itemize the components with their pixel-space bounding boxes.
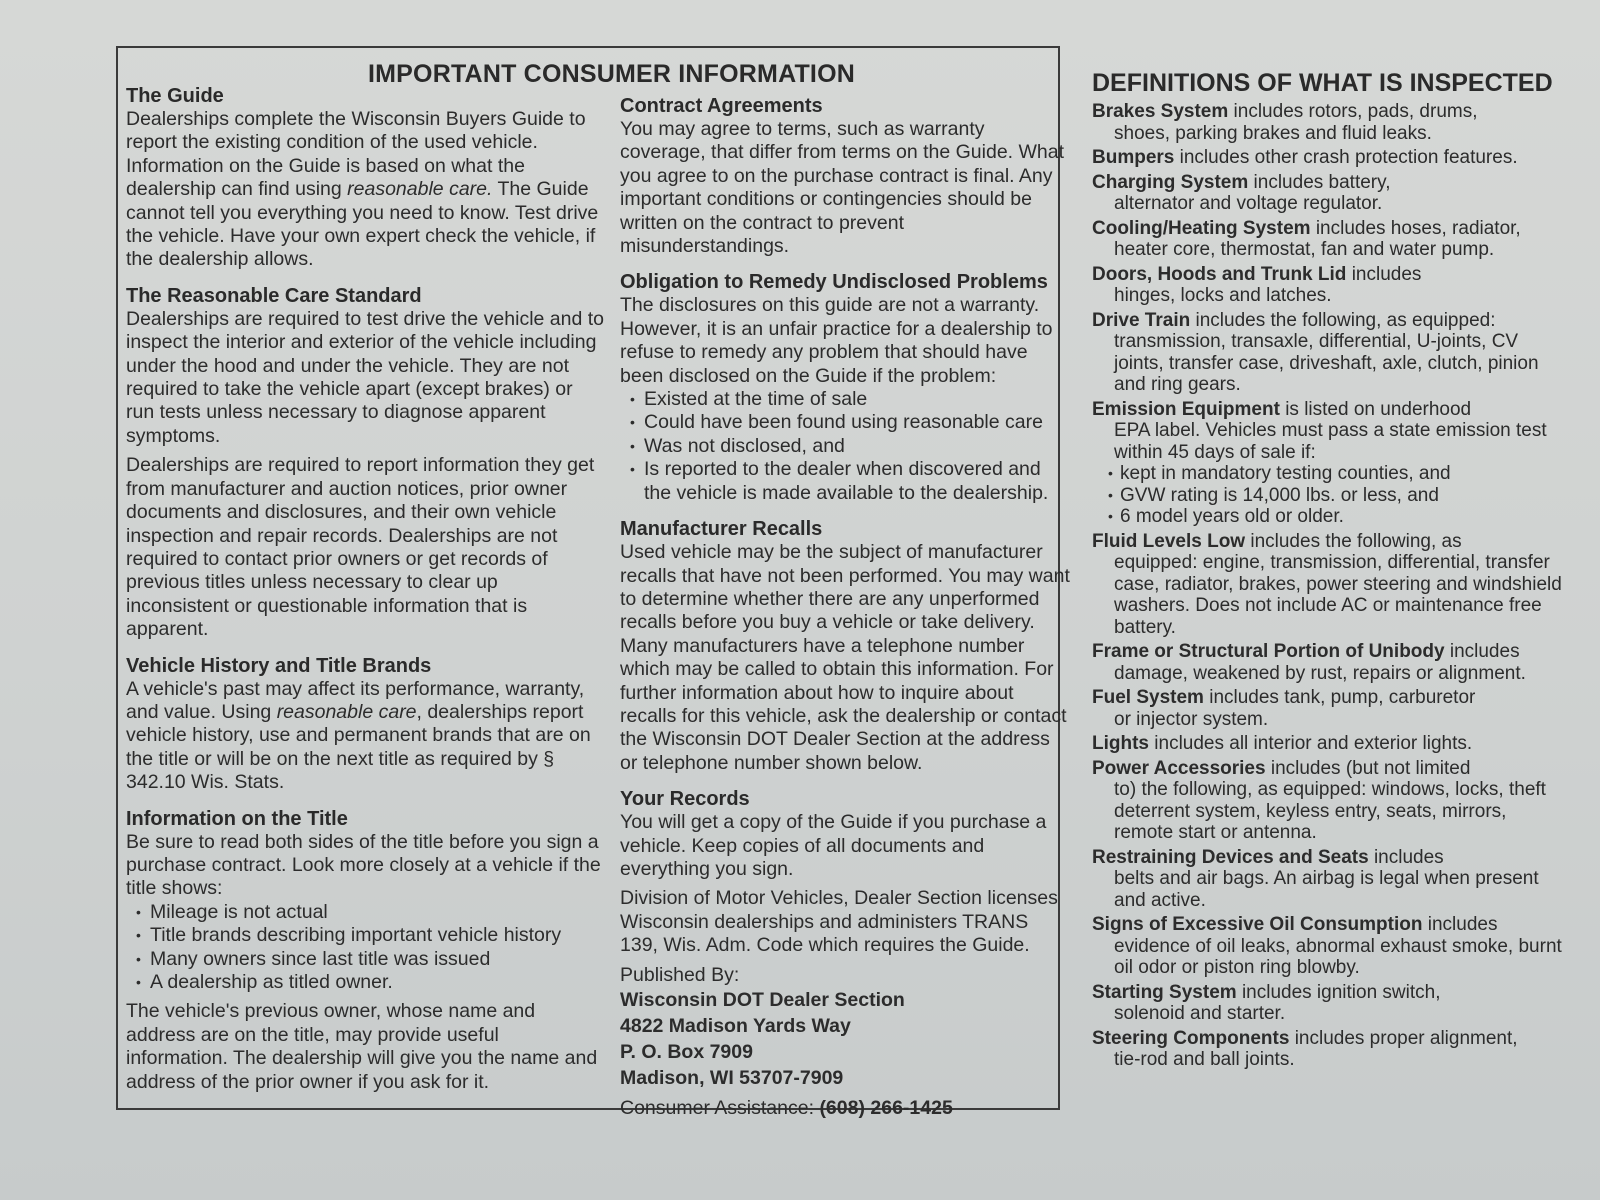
bullet-list (126, 901, 606, 995)
list-item: • Existed at the time of sale (634, 388, 1070, 411)
section-obligation (620, 270, 1070, 505)
list-item: • Was not disclosed, and (634, 435, 1070, 458)
section-heading: Information on the Title (126, 807, 348, 830)
box-title: IMPORTANT CONSUMER INFORMATION (368, 60, 855, 88)
definition-item: Restraining Devices and Seats includes belts and air bags. An airbag is legal when present and active. (1092, 846, 1539, 911)
definition-item: Signs of Excessive Oil Consumption includes evidence of oil leaks, abnormal exhaust smoke, burnt oil odor or piston ring blowby. (1092, 914, 1562, 979)
section-text: Dealerships complete the Wisconsin Buyers Guide to report the existing condition of the used vehicle. Information on the Guide is based on what the dealership can find using reasonable care. The Guide cannot tell you everything you need to know. Test drive the vehicle. Have your own expert check the vehicle, if the dealership allows. (126, 108, 599, 271)
section-recalls (620, 517, 1070, 775)
definition-item: Bumpers includes other crash protection features. (1092, 147, 1518, 169)
column-definitions (1092, 69, 1562, 1074)
address-line: Wisconsin DOT Dealer Section (620, 989, 905, 1011)
section-contract (620, 94, 1070, 258)
section-heading: Manufacturer Recalls (620, 518, 823, 541)
definition-item: Frame or Structural Portion of Unibody includes damage, weakened by rust, repairs or alignment. (1092, 641, 1526, 684)
section-heading: Contract Agreements (620, 95, 823, 117)
section-heading: Obligation to Remedy Undisclosed Problems (620, 271, 1048, 294)
assistance-phone: (608) 266-1425 (819, 1097, 953, 1119)
definition-item: Power Accessories includes (but not limited to) the following, as equipped: windows, locks, theft deterrent system, keyless entry, seats, mirrors, remote start or antenna. (1092, 757, 1546, 844)
list-item: • Title brands describing important vehicle history (140, 924, 606, 947)
definition-item: Emission Equipment is listed on underhood EPA label. Vehicles must pass a state emission test within 45 days of sale if: • kept in mandatory testing counties, and • GVW rating is 14,000 lbs. or less, and • 6 model years old or older. (1092, 399, 1562, 528)
definitions-title: DEFINITIONS OF WHAT IS INSPECTED (1092, 69, 1553, 97)
definition-item: Lights includes all interior and exterior lights. (1092, 733, 1473, 755)
list-item: • A dealership as titled owner. (140, 971, 606, 994)
column-left (126, 84, 606, 1106)
consumer-assistance: Consumer Assistance: (608) 266-1425 (620, 1097, 953, 1119)
list-item: • Could have been found using reasonable care (634, 411, 1070, 434)
section-heading: Vehicle History and Title Brands (126, 654, 432, 677)
section-text: Be sure to read both sides of the title before you sign a purchase contract. Look more closely at a vehicle if the title shows: (126, 830, 601, 900)
section-reasonable-care (126, 284, 606, 642)
section-text: Dealerships are required to test drive the vehicle and to inspect the interior and exterior of the vehicle including under the hood and under the vehicle. They are not required to take the vehicle apart (except brakes) or run tests unless necessary to diagnose apparent symptoms. (126, 307, 605, 447)
definition-item: Brakes System includes rotors, pads, drums, shoes, parking brakes and fluid leaks. (1092, 101, 1478, 144)
definition-item: Fuel System includes tank, pump, carburetor or injector system. (1092, 687, 1476, 730)
address-line: P. O. Box 7909 (620, 1041, 753, 1063)
column-middle (620, 94, 1070, 1132)
address-line: Madison, WI 53707-7909 (620, 1067, 844, 1089)
definition-item: Steering Components includes proper alignment, tie-rod and ball joints. (1092, 1027, 1518, 1071)
list-item: • Many owners since last title was issued (140, 948, 606, 971)
list-item: • GVW rating is 14,000 lbs. or less, and (1112, 485, 1562, 507)
section-text: The vehicle's previous owner, whose name and address are on the title, may provide useful information. The dealership will give you the name and address of the prior owner if you ask for it. (126, 1000, 598, 1093)
section-heading: The Reasonable Care Standard (126, 284, 422, 307)
list-item: • kept in mandatory testing counties, and (1112, 463, 1562, 485)
section-text: You will get a copy of the Guide if you purchase a vehicle. Keep copies of all documents and everything you sign. (620, 811, 1047, 880)
bullet-list (620, 388, 1070, 505)
address-line: 4822 Madison Yards Way (620, 1015, 851, 1037)
section-text: Used vehicle may be the subject of manufacturer recalls that have not been performed. You may want to determine whether there are any unperformed recalls before you buy a vehicle or take delivery. Many manufacturers have a telephone number which may be called to obtain this information. For further information about how to inquire about recalls for this vehicle, ask the dealership or contact the Wisconsin DOT Dealer Section at the address or telephone number shown below. (620, 541, 1070, 774)
section-records (620, 787, 1070, 1120)
section-text: The disclosures on this guide are not a warranty. However, it is an unfair practice for a dealership to refuse to remedy any problem that should have been disclosed on the Guide if the problem: (620, 294, 1053, 387)
section-text: A vehicle's past may affect its performance, warranty, and value. Using reasonable care, dealerships report vehicle history, use and permanent brands that are on the title or will be on the next title as required by § 342.10 Wis. Stats. (126, 677, 591, 794)
bullet-list (1092, 463, 1562, 528)
section-the-guide (126, 84, 606, 272)
definition-item: Fluid Levels Low includes the following, as equipped: engine, transmission, differential, transfer case, radiator, brakes, power steering and windshield washers. Does not include AC or maintenance free battery. (1092, 530, 1562, 638)
list-item: • 6 model years old or older. (1112, 506, 1562, 528)
definition-item: Charging System includes battery, alternator and voltage regulator. (1092, 171, 1391, 215)
list-item: • Is reported to the dealer when discovered and the vehicle is made available to the dealership. (634, 458, 1070, 505)
list-item: • Mileage is not actual (140, 901, 606, 924)
section-text: Dealerships are required to report information they get from manufacturer and auction notices, prior owner documents and disclosures, and their own vehicle inspection and repair records. Dealerships are not required to contact prior owners or get records of previous titles unless necessary to clear up inconsistent or questionable information that is apparent. (126, 454, 595, 641)
published-by-label: Published By: (620, 963, 740, 986)
definition-item: Starting System includes ignition switch, solenoid and starter. (1092, 981, 1441, 1025)
section-vehicle-history (126, 654, 606, 795)
definition-item: Doors, Hoods and Trunk Lid includes hinges, locks and latches. (1092, 263, 1422, 307)
section-heading: Your Records (620, 788, 750, 811)
section-text: You may agree to terms, such as warranty coverage, that differ from terms on the Guide. What you agree to on the purchase contract is final. Any important conditions or contingencies should be written on the contract to prevent misunderstandings. (620, 118, 1065, 258)
section-heading: The Guide (126, 85, 224, 107)
section-title-info (126, 807, 606, 1094)
definition-item: Drive Train includes the following, as equipped: transmission, transaxle, differential, U-joints, CV joints, transfer case, driveshaft, axle, clutch, pinion and ring gears. (1092, 309, 1539, 396)
section-text: Division of Motor Vehicles, Dealer Section licenses Wisconsin dealerships and administers TRANS 139, Wis. Adm. Code which requires the Guide. (620, 887, 1058, 957)
publisher-address (620, 987, 1070, 1091)
definition-item: Cooling/Heating System includes hoses, radiator, heater core, thermostat, fan and water pump. (1092, 217, 1521, 261)
